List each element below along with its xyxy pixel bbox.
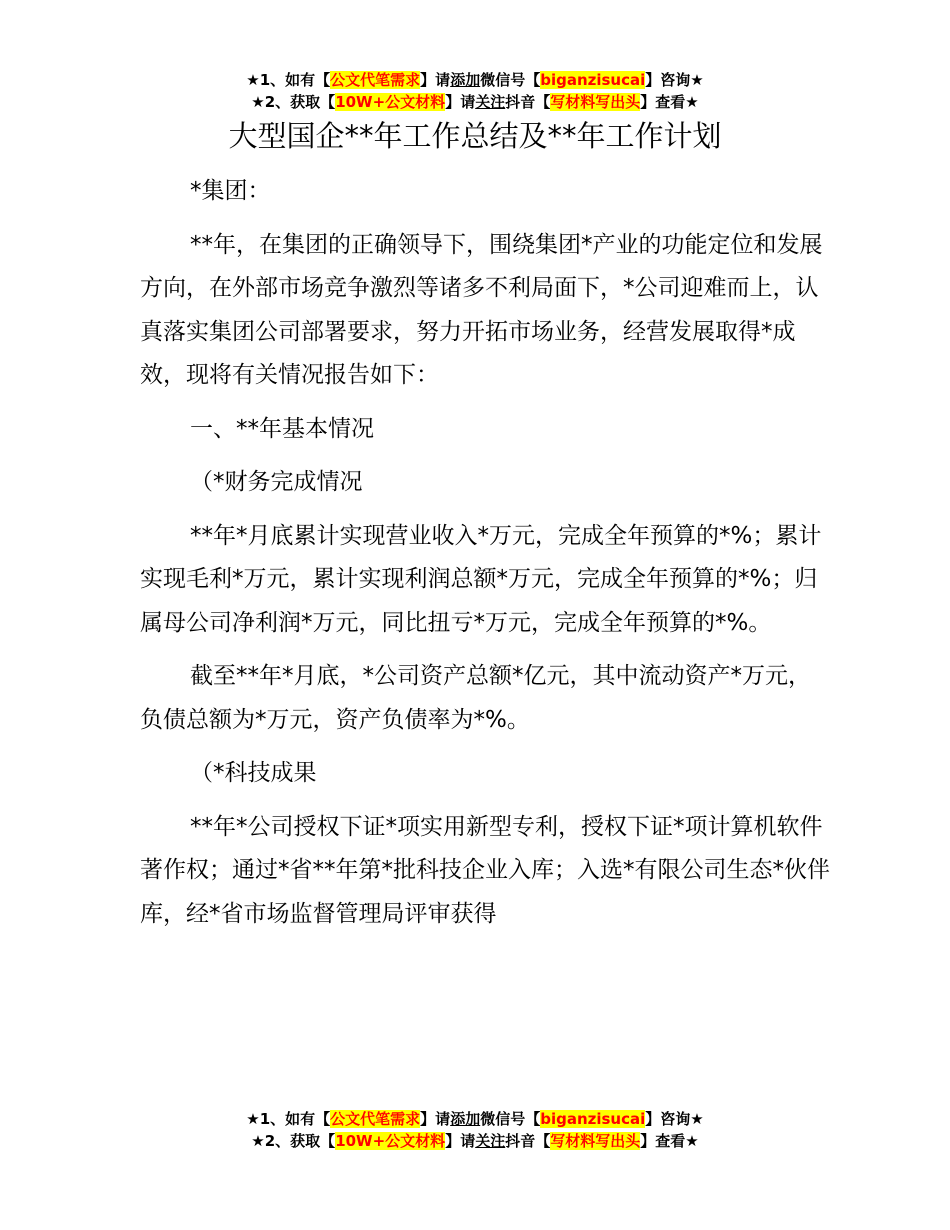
promo-line-1-part4: 】咨询★ (645, 71, 704, 89)
promo-highlight-materials: 10W+公文材料 (335, 93, 446, 111)
promo-footer-highlight-materials: 10W+公文材料 (335, 1132, 446, 1150)
promo-footer-line-1-part4: 】咨询★ (645, 1110, 704, 1128)
promo-highlight-wechat-id: biganzisucai (540, 71, 646, 89)
promo-footer-line-2 (0, 1130, 950, 1152)
promo-footer-line-1-underlined: 添加 (450, 1110, 481, 1128)
promo-line-2 (0, 91, 950, 113)
promo-line-2-part1: ★2、获取【 (251, 93, 336, 111)
promo-footer-highlight-douyin: 写材料写出头 (550, 1132, 641, 1150)
promo-footer-line-2-part4: 】查看★ (640, 1132, 699, 1150)
finance-paragraph-2: 截至**年*月底，*公司资产总额*亿元，其中流动资产*万元，负债总额为*万元，资产负债率为*%。 (140, 663, 811, 733)
promo-line-2-part2: 】请 (445, 93, 476, 111)
promo-line-1-part3: 微信号【 (480, 71, 541, 89)
salutation: *集团： (190, 178, 271, 204)
finance-paragraph-1: **年*月底累计实现营业收入*万元，完成全年预算的*%；累计实现毛利*万元，累计实现利润总额*万元，完成全年预算的*%；归属母公司净利润*万元，同比扭亏*万元，完成全年预算的*%。 (140, 522, 822, 636)
promo-footer-highlight-wechat-id: biganzisucai (540, 1110, 646, 1128)
promo-footer-line-1-part1: 1、如有【 (259, 1110, 331, 1128)
promo-line-1-part1: 1、如有【 (259, 71, 331, 89)
document-body (140, 170, 830, 946)
promo-line-1 (0, 69, 950, 91)
promo-highlight-ghostwriting: 公文代笔需求 (330, 71, 421, 89)
intro-paragraph: **年，在集团的正确领导下，围绕集团*产业的功能定位和发展方向，在外部市场竞争激烈等诸多不利局面下，*公司迎难而上，认真落实集团公司部署要求，努力开拓市场业务，经营发展取得*成效，现将有关情况报告如下： (140, 231, 823, 388)
technology-paragraph-1: **年*公司授权下证*项实用新型专利，授权下证*项计算机软件著作权；通过*省**年第*批科技企业入库；入选*有限公司生态*伙伴库，经*省市场监督管理局评审获得 (140, 813, 830, 927)
subsection-heading-technology: （*科技成果 (190, 760, 317, 786)
promo-footer-line-1-star: ★ (246, 1110, 260, 1128)
subsection-heading-finance: （*财务完成情况 (190, 469, 363, 495)
promo-footer-line-2-part2: 】请 (445, 1132, 476, 1150)
promo-footer-line-2-underlined: 关注 (475, 1132, 506, 1150)
promo-footer-line-1-part3: 微信号【 (480, 1110, 541, 1128)
promo-header (0, 69, 950, 113)
promo-footer-line-2-part1: ★2、获取【 (251, 1132, 336, 1150)
promo-line-2-part4: 】查看★ (640, 93, 699, 111)
promo-line-1-underlined: 添加 (450, 71, 481, 89)
promo-line-1-part2: 】请 (420, 71, 451, 89)
promo-footer-line-1 (0, 1108, 950, 1130)
promo-highlight-douyin: 写材料写出头 (550, 93, 641, 111)
section-heading-basic-situation: 一、**年基本情况 (190, 415, 374, 442)
promo-footer-line-1-part2: 】请 (420, 1110, 451, 1128)
promo-footer-highlight-ghostwriting: 公文代笔需求 (330, 1110, 421, 1128)
document-title: 大型国企**年工作总结及**年工作计划 (228, 119, 722, 153)
promo-footer-line-2-part3: 抖音【 (505, 1132, 551, 1150)
promo-line-2-underlined: 关注 (475, 93, 506, 111)
promo-footer (0, 1108, 950, 1152)
promo-line-2-part3: 抖音【 (505, 93, 551, 111)
promo-line-1-star: ★ (246, 71, 260, 89)
